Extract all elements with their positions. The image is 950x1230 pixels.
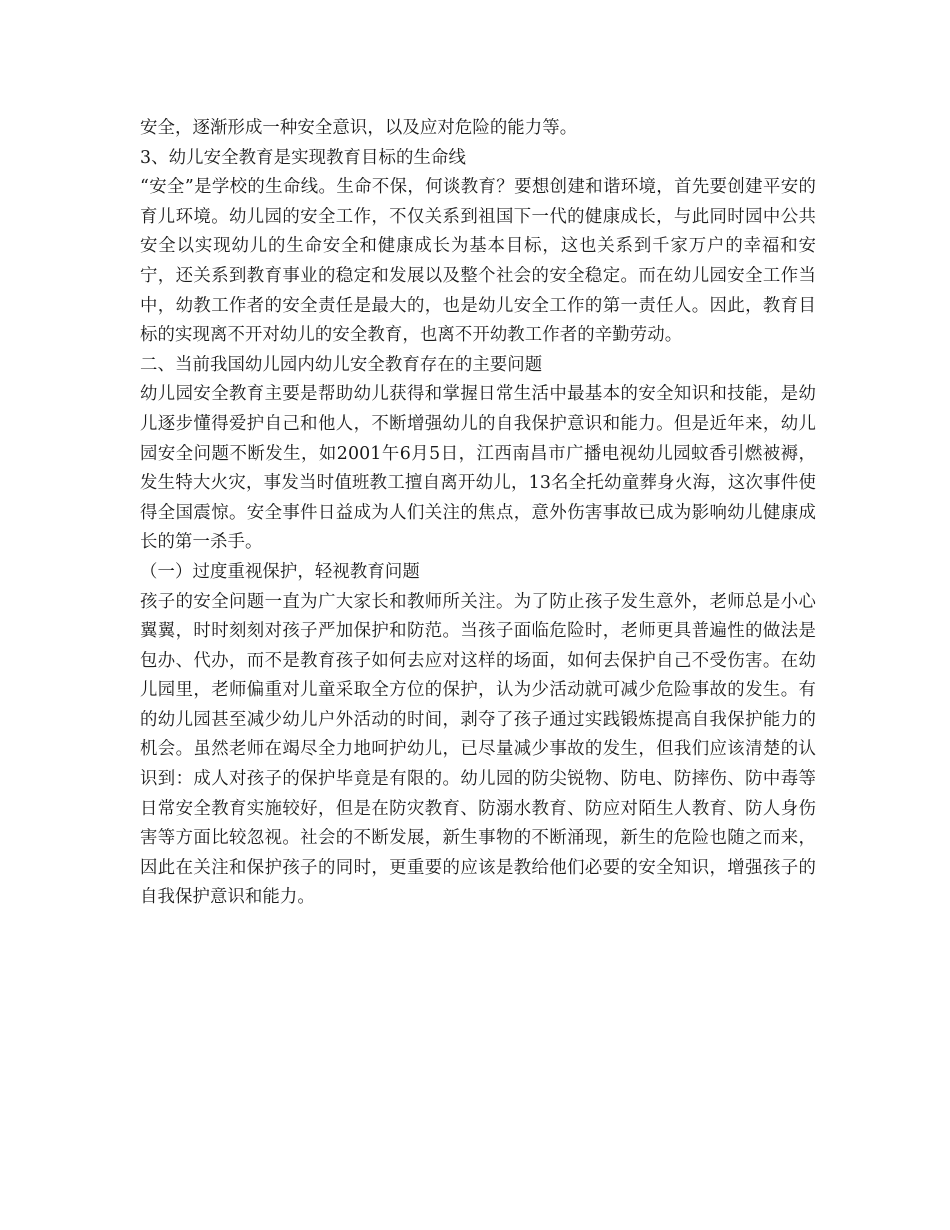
paragraph: 安全，逐渐形成一种安全意识，以及应对危险的能力等。 — [140, 118, 578, 138]
subsection-heading: （一）过度重视保护，轻视教育问题 — [140, 561, 420, 582]
section-heading: 二、当前我国幼儿园内幼儿安全教育存在的主要问题 — [140, 354, 543, 375]
paragraph: “安全”是学校的生命线。生命不保，何谈教育？要想创建和谐环境，首先要创建平安的育儿环境。幼儿园的安全工作，不仅关系到祖国下一代的健康成长，与此同时园中公共安全以实现幼儿的生命安全和健康成长为基本目标，这也关系到千家万户的幸福和安宁，还关系到教育事业的稳定和发展以及整个社会的安全稳定。而在幼儿园安全工作当中，幼教工作者的安全责任是最大的，也是幼儿安全工作的第一责任人。因此，教育目标的实现离不开对幼儿的安全教育，也离不开幼教工作者的辛勤劳动。 — [140, 177, 816, 346]
paragraph: 幼儿园安全教育主要是帮助幼儿获得和掌握日常生活中最基本的安全知识和技能，是幼儿逐步懂得爱护自己和他人，不断增强幼儿的自我保护意识和能力。但是近年来，幼儿园安全问题不断发生，如2001午6月5日，江西南昌市广播电视幼儿园蚊香引燃被褥，发生特大火灾，事发当时值班教工擅自离开幼儿，13名全托幼童葬身火海，这次事件使得全国震惊。安全事件日益成为人们关注的焦点，意外伤害事故已成为影响幼儿健康成长的第一杀手。 — [140, 384, 816, 553]
paragraph: 孩子的安全问题一直为广大家长和教师所关注。为了防止孩子发生意外，老师总是小心翼翼，时时刻刻对孩子严加保护和防范。当孩子面临危险时，老师更具普遍性的做法是包办、代办，而不是教育孩子如何去应对这样的场面，如何去保护自己不受伤害。在幼儿园里，老师偏重对儿童采取全方位的保护，认为少活动就可减少危险事故的发生。有的幼儿园甚至减少幼儿户外活动的时间，剥夺了孩子通过实践锻炼提高自我保护能力的机会。虽然老师在竭尽全力地呵护幼儿，已尽量减少事故的发生，但我们应该清楚的认识到：成人对孩子的保护毕竟是有限的。幼儿园的防尖锐物、防电、防摔伤、防中毒等日常安全教育实施较好，但是在防灾教育、防溺水教育、防应对陌生人教育、防人身伤害等方面比较忽视。社会的不断发展，新生事物的不断涌现，新生的危险也随之而来，因此在关注和保护孩子的同时，更重要的应该是教给他们必要的安全知识，增强孩子的自我保护意识和能力。 — [140, 591, 816, 908]
section-heading: 3、幼儿安全教育是实现教育目标的生命线 — [140, 147, 466, 168]
document-body — [140, 114, 816, 913]
